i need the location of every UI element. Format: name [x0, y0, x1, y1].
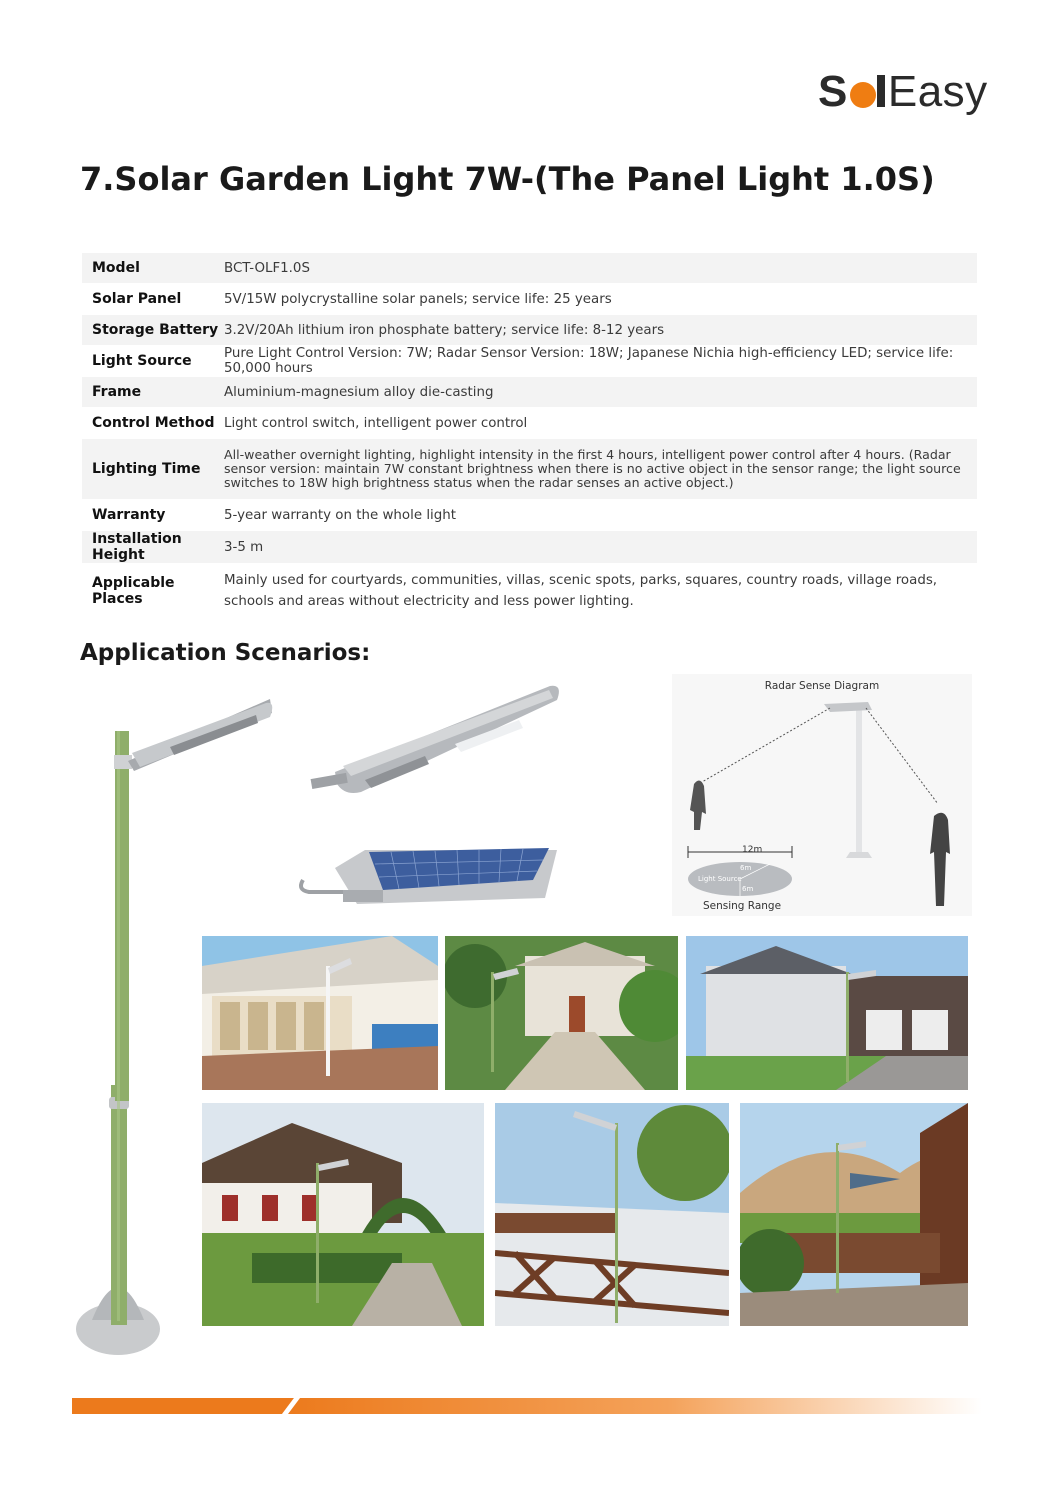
- spec-row-solar-panel: [82, 284, 977, 314]
- brand-logo-bar: [877, 75, 885, 107]
- spec-value: 5-year warranty on the whole light: [224, 500, 977, 530]
- spec-label: Control Method: [82, 408, 224, 438]
- spec-row-storage-battery: [82, 315, 977, 345]
- spec-label: Model: [82, 253, 224, 283]
- spec-row-frame: [82, 377, 977, 407]
- spec-value: 3.2V/20Ah lithium iron phosphate battery; service life: 8-12 years: [224, 315, 977, 345]
- radar-half-label: 6m: [740, 864, 752, 872]
- scenario-photo-suburban-house: [686, 936, 968, 1090]
- scenario-photo-lakeside-fence: [495, 1103, 729, 1326]
- spec-row-control-method: [82, 408, 977, 438]
- brand-logo-sun-dot: [850, 82, 876, 108]
- spec-table: [82, 252, 977, 619]
- section-title: Application Scenarios:: [80, 640, 371, 666]
- scenario-photo-garden-cottage: [445, 936, 678, 1090]
- fixture-side-image: [305, 680, 565, 800]
- radar-sense-diagram: [672, 674, 972, 916]
- spec-row-warranty: [82, 500, 977, 530]
- radar-source-label: Light Source: [698, 875, 742, 883]
- spec-value: 5V/15W polycrystalline solar panels; service life: 25 years: [224, 284, 977, 314]
- radar-range-label: Sensing Range: [702, 900, 782, 912]
- spec-value: All-weather overnight lighting, highlight intensity in the first 4 hours, intelligent power control after 4 hours. (Radar sensor version: maintain 7W constant brightness when there is no active object in the sensor range; the light source switches to 18W high brightness status when the radar senses an active object.): [224, 439, 977, 499]
- brand-logo-easy: Easy: [887, 67, 988, 116]
- spec-row-model: [82, 253, 977, 283]
- fixture-solar-panel-image: [295, 838, 565, 908]
- scenario-photo-vineyard-terrace: [740, 1103, 968, 1326]
- brand-logo-s: S: [818, 67, 848, 116]
- radar-width-label: 12m: [742, 845, 763, 855]
- radar-caption: Radar Sense Diagram: [764, 680, 880, 692]
- scenario-photo-villa-deck: [202, 936, 438, 1090]
- page-title: 7.Solar Garden Light 7W-(The Panel Light 1.0S): [80, 160, 935, 198]
- spec-value: BCT-OLF1.0S: [224, 253, 977, 283]
- spec-label: Light Source: [82, 346, 224, 376]
- spec-label: Frame: [82, 377, 224, 407]
- spec-value: Pure Light Control Version: 7W; Radar Sensor Version: 18W; Japanese Nichia high-efficiency LED; service life: 50,000 hours: [224, 346, 977, 376]
- spec-value: Mainly used for courtyards, communities, villas, scenic spots, parks, squares, country roads, village roads, schools and areas without electricity and less power lighting.: [224, 564, 977, 618]
- spec-value: Light control switch, intelligent power control: [224, 408, 977, 438]
- spec-label: Storage Battery: [82, 315, 224, 345]
- spec-label: Installation Height: [82, 531, 224, 563]
- footer-stripe: [72, 1398, 982, 1414]
- spec-row-lighting-time: [82, 439, 977, 499]
- spec-label: Lighting Time: [82, 439, 224, 499]
- spec-label: Applicable Places: [82, 564, 224, 618]
- spec-value: 3-5 m: [224, 531, 977, 563]
- spec-label: Solar Panel: [82, 284, 224, 314]
- spec-row-installation-height: [82, 531, 977, 563]
- scenario-photo-thatched-house: [202, 1103, 484, 1326]
- spec-label: Warranty: [82, 500, 224, 530]
- spec-row-light-source: [82, 346, 977, 376]
- spec-row-applicable-places: [82, 564, 977, 618]
- spec-value: Aluminium-magnesium alloy die-casting: [224, 377, 977, 407]
- radar-half-label: 6m: [742, 885, 754, 893]
- brand-logo: [818, 67, 988, 116]
